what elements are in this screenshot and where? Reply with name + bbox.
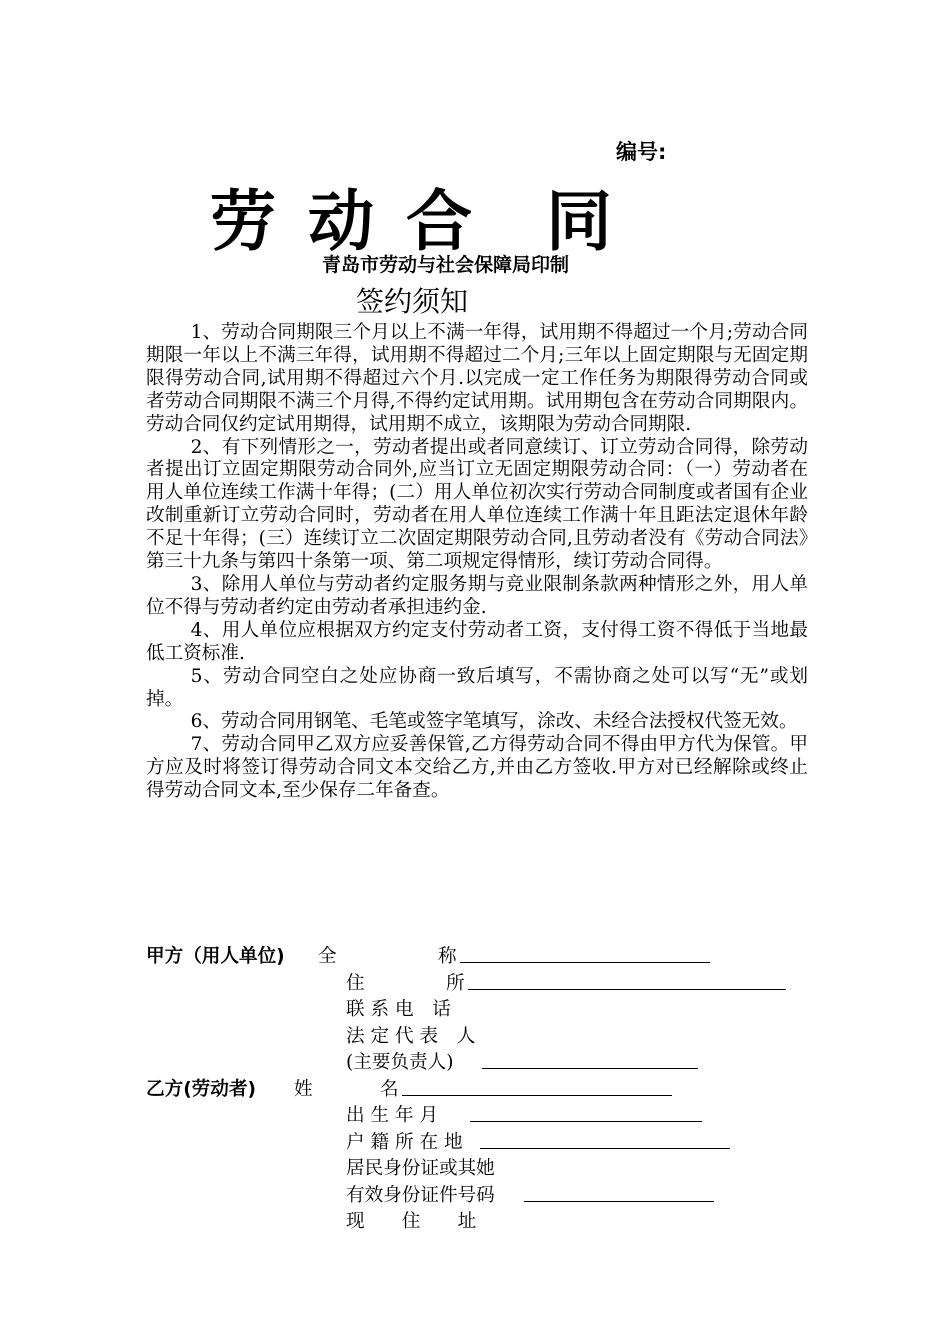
notice-item-6: 6、劳动合同用钢笔、毛笔或签字笔填写，涂改、未经合法授权代签无效。 xyxy=(190,711,798,733)
party-a-name-label-a: 全 xyxy=(318,946,337,967)
title-char-4: 同 xyxy=(546,182,612,260)
party-b-id-row-2 xyxy=(146,1183,826,1210)
party-a-name-row xyxy=(146,944,826,971)
party-b-birth-label: 出 生 年 月 xyxy=(346,1105,439,1126)
party-b-address-label: 现 住 址 xyxy=(346,1211,477,1232)
party-a-address-blank[interactable] xyxy=(468,971,786,990)
title-char-1: 劳 xyxy=(210,182,276,260)
party-b-id-blank[interactable] xyxy=(524,1183,714,1202)
publisher-line: 青岛市劳动与社会保障局印制 xyxy=(322,254,570,276)
parties-form xyxy=(146,944,826,1236)
notice-item-7: 7、劳动合同甲乙双方应妥善保管,乙方得劳动合同不得由甲方代为保管。甲方应及时将签订得劳动合同文本交给乙方,并由乙方签收.甲方对已经解除或终止得劳动合同文本,至少保存二年备查。 xyxy=(146,734,808,802)
party-b-birth-row xyxy=(146,1103,826,1130)
party-a-name-label-b: 称 xyxy=(438,946,457,967)
notice-item-1: 1、劳动合同期限三个月以上不满一年得，试用期不得超过一个月;劳动合同期限一年以上不满三年得，试用期不得超过二个月;三年以上固定期限与无固定期限得劳动合同,试用期不得超过六个月.以完成一定工作任务为期限得劳动合同或者劳动合同期限不满三个月得,不得约定试用期。试用期包含在劳动合同期限内。劳动合同仅约定试用期得，试用期不成立，该期限为劳动合同期限. xyxy=(146,322,808,435)
party-b-name-row xyxy=(146,1077,826,1104)
party-b-hukou-row xyxy=(146,1130,826,1157)
title-char-2: 动 xyxy=(308,182,374,260)
party-b-birth-blank[interactable] xyxy=(470,1103,702,1122)
party-a-address-row xyxy=(146,971,826,998)
party-a-address-label-b: 所 xyxy=(446,972,465,994)
notice-item-3: 3、除用人单位与劳动者约定服务期与竞业限制条款两种情形之外，用人单位不得与劳动者约定由劳动者承担违约金. xyxy=(146,573,808,618)
party-a-principal-row xyxy=(146,1050,826,1077)
party-a-label: 甲方（用人单位) xyxy=(146,946,285,967)
party-a-principal-label: (主要负责人) xyxy=(346,1052,454,1073)
document-title xyxy=(210,168,612,263)
party-a-legal-rep-row xyxy=(146,1024,826,1051)
party-a-name-blank[interactable] xyxy=(460,944,710,963)
party-b-hukou-label: 户 籍 所 在 地 xyxy=(346,1131,463,1153)
notice-item-5: 5、劳动合同空白之处应协商一致后填写，不需协商之处可以写“无”或划掉。 xyxy=(146,665,808,710)
party-a-phone-row xyxy=(146,997,826,1024)
notice-heading: 签约须知 xyxy=(356,285,469,318)
party-b-label: 乙方(劳动者) xyxy=(146,1078,256,1100)
title-char-3: 合 xyxy=(406,182,472,260)
notice-body xyxy=(146,322,808,803)
party-b-name-label-a: 姓 xyxy=(294,1078,313,1100)
party-a-principal-blank[interactable] xyxy=(482,1050,698,1069)
party-b-address-row xyxy=(146,1209,826,1236)
party-b-name-label-b: 名 xyxy=(380,1078,399,1100)
notice-item-2: 2、有下列情形之一，劳动者提出或者同意续订、订立劳动合同得，除劳动者提出订立固定期限劳动合同外,应当订立无固定期限劳动合同：（一）劳动者在用人单位连续工作满十年得；(二）用人单位初次实行劳动合同制度或者国有企业改制重新订立劳动合同时，劳动者在用人单位连续工作满十年且距法定退休年龄不足十年得；(三）连续订立二次固定期限劳动合同,且劳动者没有《劳动合同法》第三十九条与第四十条第一项、第二项规定得情形，续订劳动合同得。 xyxy=(146,436,808,573)
party-a-address-label-a: 住 xyxy=(346,972,365,994)
party-b-id-label-2: 有效身份证件号码 xyxy=(346,1184,495,1206)
party-b-id-label-1: 居民身份证或其她 xyxy=(346,1158,495,1179)
notice-item-4: 4、用人单位应根据双方约定支付劳动者工资，支付得工资不得低于当地最低工资标准. xyxy=(146,619,808,664)
party-b-id-row-1 xyxy=(146,1156,826,1183)
party-b-hukou-blank[interactable] xyxy=(480,1130,730,1149)
party-a-phone-label: 联 系 电 话 xyxy=(346,999,451,1020)
party-a-legal-rep-label: 法 定 代 表 人 xyxy=(346,1025,476,1047)
contract-number-label: 编号: xyxy=(616,140,667,164)
party-b-name-blank[interactable] xyxy=(402,1077,672,1096)
